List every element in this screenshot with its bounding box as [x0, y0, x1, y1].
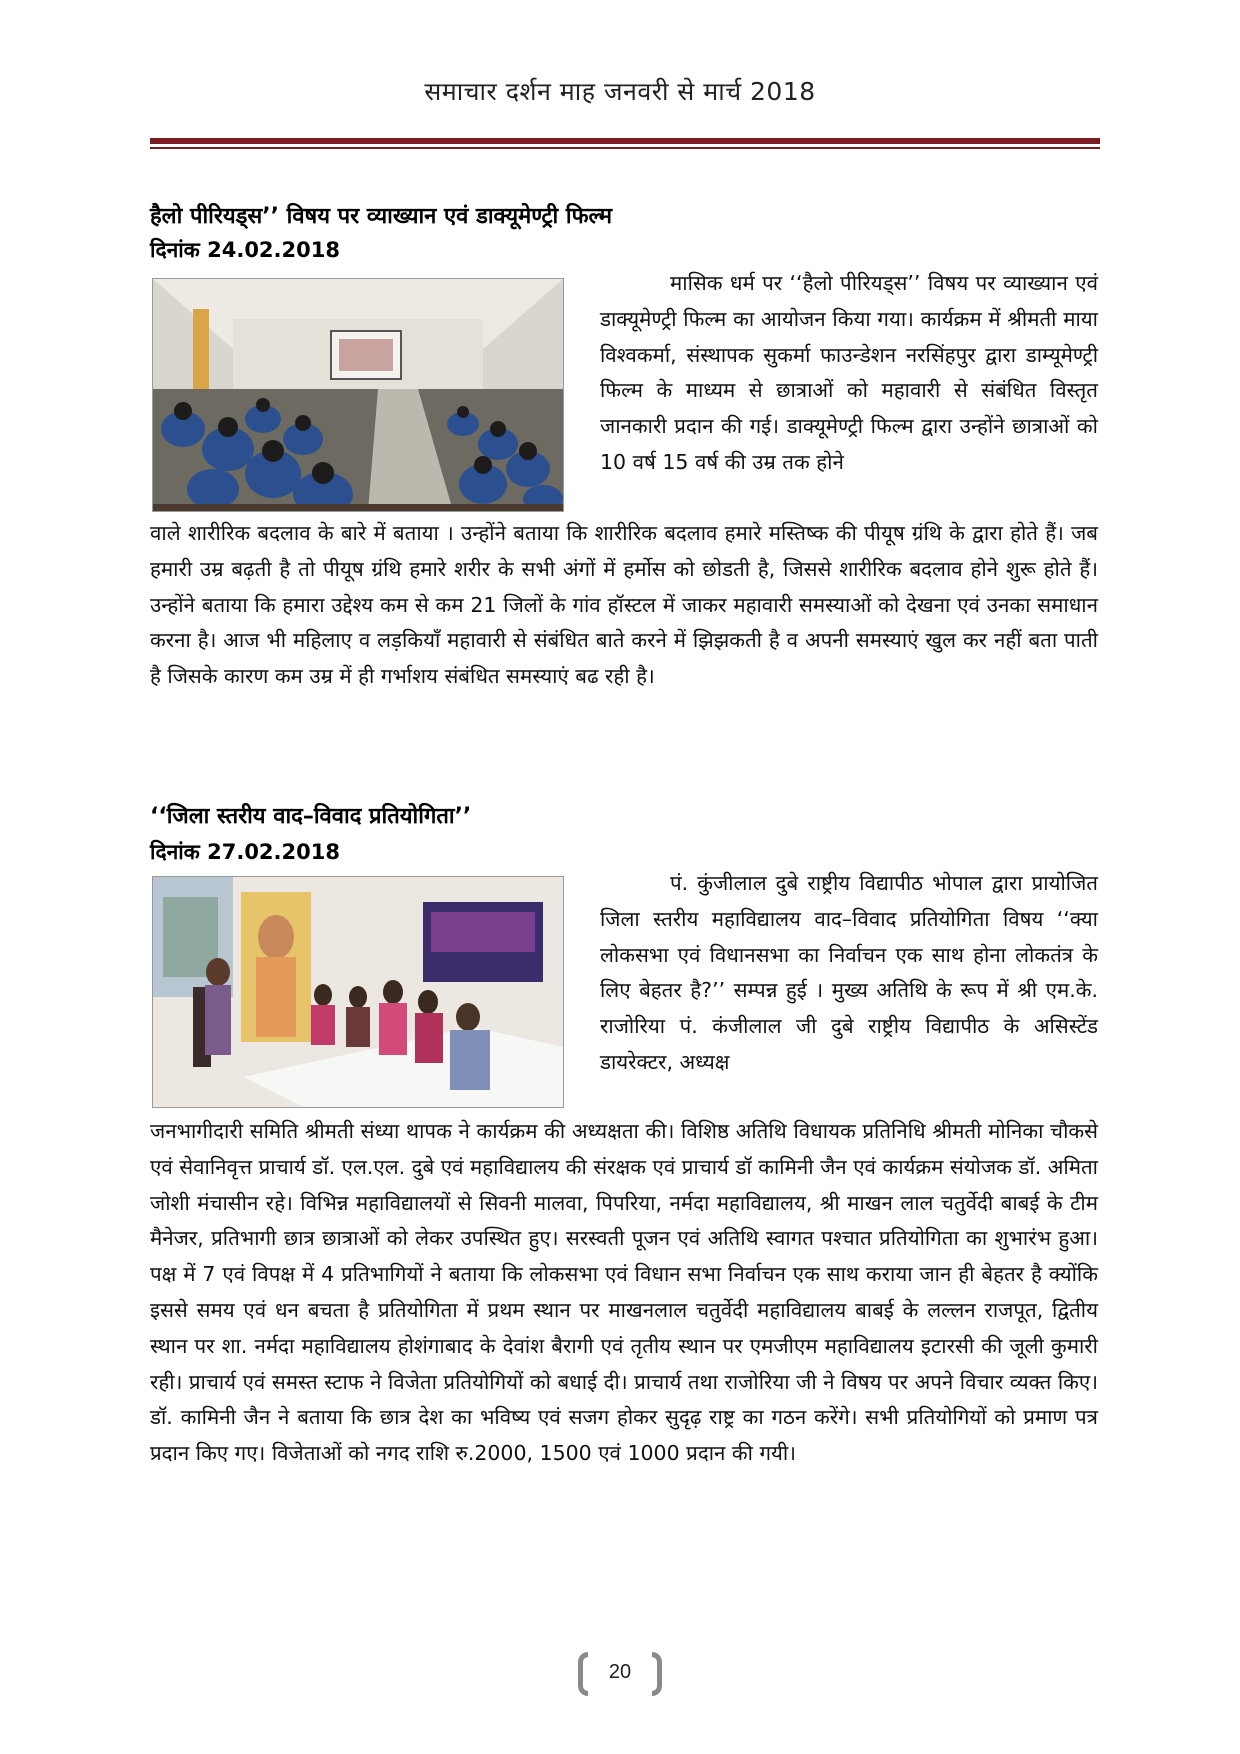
page-number: 20 — [608, 1661, 632, 1683]
header-rule — [150, 138, 1100, 144]
section-body-paragraph: जनभागीदारी समिति श्रीमती संध्या थापक ने कार्यक्रम की अध्यक्षता की। विशिष्ठ अतिथि विधायक प्रतिनिधि श्रीमती मोनिका चौकसे एवं सेवानिवृत्त प्राचार्य डॉ. एल.एल. दुबे एवं महाविद्यालय की संरक्षक एवं प्राचार्य डॉ कामिनी जैन एवं कार्यक्रम संयोजक डॉ. अमिता जोशी मंचासीन रहे। विभिन्न महाविद्यालयों से सिवनी मालवा, पिपरिया, नर्मदा महाविद्यालय, श्री माखन लाल चतुर्वेदी बाबई के टीम मैनेजर, प्रतिभागी छात्र छात्राओं को लेकर उपस्थित हुए। सरस्वती पूजन एवं अतिथि स्वागत पश्चात प्रतियोगिता का शुभारंभ हुआ। पक्ष में 7 एवं विपक्ष में 4 प्रतिभागियों ने बताया कि लोकसभा एवं विधान सभा निर्वाचन एक साथ कराया जान ही बेहतर है क्योंकि इससे समय एवं धन बचता है प्रतियोगिता में प्रथम स्थान पर माखनलाल चतुर्वेदी महाविद्यालय बाबई के लल्लन राजपूत, द्वितीय स्थान पर शा. नर्मदा महाविद्यालय होशंगाबाद के देवांश बैरागी एवं तृतीय स्थान पर एमजीएम महाविद्यालय इटारसी की जूली कुमारी रही। प्राचार्य एवं समस्त स्टाफ ने विजेता प्रतियोगियों को बधाई दी। प्राचार्य तथा राजोरिया जी ने विषय पर अपने विचार व्यक्त किए। डॉ. कामिनी जैन ने बताया कि छात्र देश का भविष्य एवं सजग होकर सुदृढ़ राष्ट्र का गठन करेंगे। सभी प्रतियोगियों को प्रमाण पत्र प्रदान किए गए। विजेताओं को नगद राशि रु.2000, 1500 एवं 1000 प्रदान की गयी। — [150, 1119, 1098, 1466]
right-bracket-decoration — [652, 1652, 662, 1696]
page-number-footer — [570, 1652, 670, 1700]
page-header-title: समाचार दर्शन माह जनवरी से मार्च 2018 — [424, 77, 816, 106]
section-intro-paragraph: पं. कुंजीलाल दुबे राष्ट्रीय विद्यापीठ भोपाल द्वारा प्रायोजित जिला स्तरीय महाविद्यालय वाद–विवाद प्रतियोगिता विषय ‘‘क्या लोकसभा एवं विधानसभा का निर्वाचन एक साथ होना लोकतंत्र के लिए बेहतर है?’’ सम्पन्न हुई । मुख्य अतिथि के रूप में श्री एम.के. राजोरिया पं. कंजीलाल जी दुबे राष्ट्रीय विद्यापीठ के असिस्टेंड डायरेक्टर, अध्यक्ष — [600, 871, 1098, 1074]
debate-competition-photo — [152, 876, 564, 1108]
section-body-paragraph: वाले शारीरिक बदलाव के बारे में बताया । उन्होंने बताया कि शारीरिक बदलाव हमारे मस्तिष्क की पीयूष ग्रंथि के द्वारा होते हैं। जब हमारी उम्र बढ़ती है तो पीयूष ग्रंथि हमारे शरीर के सभी अंगों में हर्मोस को छोडती है, जिससे शारीरिक बदलाव होने शुरू होते हैं। उन्होंने बताया कि हमारा उद्देश्य कम से कम 21 जिलों के गांव हॉस्टल में जाकर महावारी समस्याओं को देखना एवं उनका समाधान करना है। आज भी महिलाए व लड़कियाँ महावारी से संबंधित बाते करने में झिझकती है व अपनी समस्याएं खुल कर नहीं बता पाती है जिसके कारण कम उम्र में ही गर्भाशय संबंधित समस्याएं बढ रही है। — [150, 521, 1098, 689]
header-rule-thin — [150, 147, 1100, 149]
section-title: ‘‘जिला स्तरीय वाद–विवाद प्रतियोगिता’’ — [150, 804, 472, 829]
section-intro-paragraph: मासिक धर्म पर ‘‘हैलो पीरियड्स’’ विषय पर व्याख्यान एवं डाक्यूमेण्ट्री फिल्म का आयोजन किया गया। कार्यक्रम में श्रीमती माया विश्वकर्मा, संस्थापक सुकर्मा फाउन्डेशन नरसिंहपुर द्वारा डाम्यूमेण्ट्री फिल्म के माध्यम से छात्राओं को महावारी से संबंधित विस्तृत जानकारी प्रदान की गई। डाक्यूमेण्ट्री फिल्म द्वारा उन्होंने छात्राओं को 10 वर्ष 15 वर्ष की उम्र तक होने — [600, 271, 1098, 474]
section-title: हैलो पीरियड्स’’ विषय पर व्याख्यान एवं डाक्यूमेण्ट्री फिल्म — [150, 204, 613, 229]
classroom-film-photo — [152, 278, 564, 512]
section-date: दिनांक 27.02.2018 — [150, 840, 340, 864]
section-date: दिनांक 24.02.2018 — [150, 238, 340, 262]
